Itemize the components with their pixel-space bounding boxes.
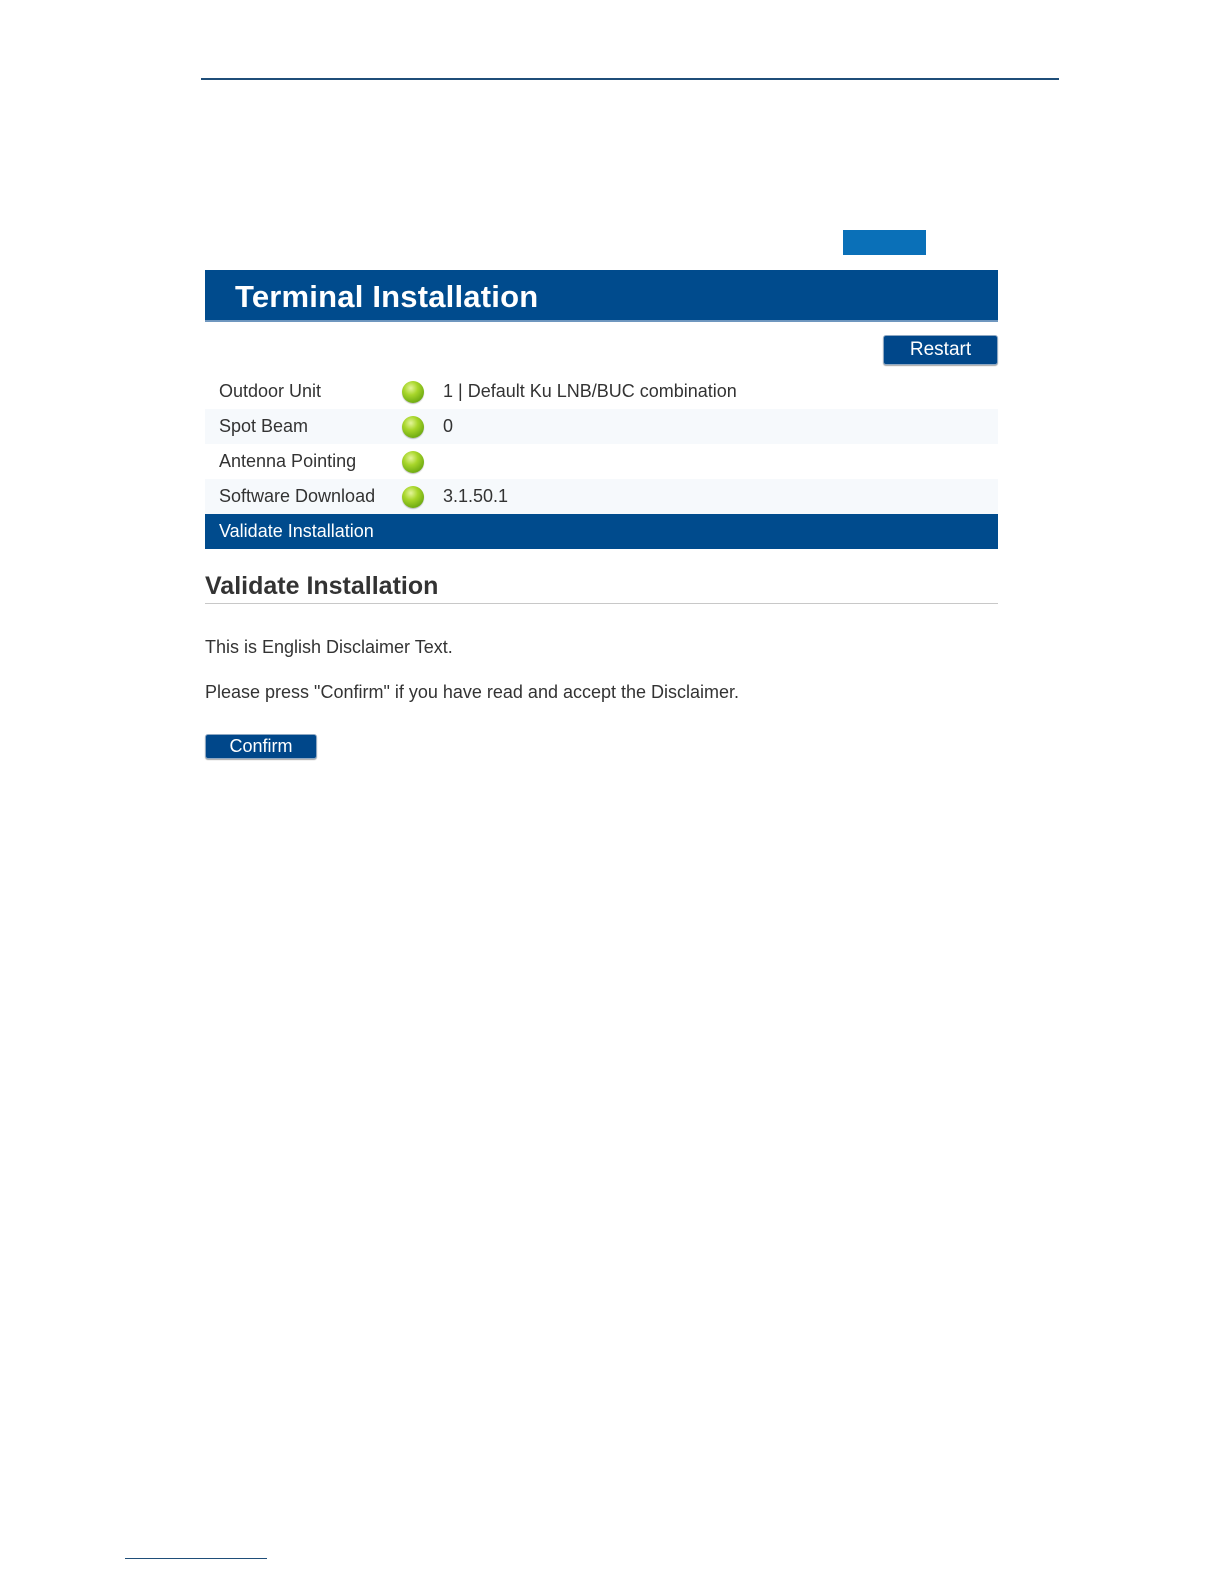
step-label: Spot Beam [219, 416, 309, 436]
step-antenna-pointing [205, 444, 998, 479]
title-banner [205, 270, 998, 322]
step-value: 3.1.50.1 [443, 486, 509, 506]
step-value: 1 | Default Ku LNB/BUC combination [443, 381, 737, 401]
step-software-download [205, 479, 998, 514]
instruction-text: Please press "Confirm" if you have read and accept the Disclaimer. [205, 682, 740, 702]
section-title: Validate Installation [205, 572, 998, 604]
green-status-icon [402, 416, 424, 438]
step-label: Outdoor Unit [219, 381, 322, 401]
green-status-icon [402, 486, 424, 508]
step-spot-beam [205, 409, 998, 444]
confirm-button[interactable]: Confirm [205, 734, 317, 759]
step-label: Software Download [219, 486, 376, 506]
installation-steps [205, 374, 998, 549]
step-label: Antenna Pointing [219, 451, 357, 471]
disclaimer-text: This is English Disclaimer Text. [205, 637, 453, 657]
step-validate-installation[interactable] [205, 514, 998, 549]
step-value: 0 [443, 416, 454, 436]
step-outdoor-unit [205, 374, 998, 409]
green-status-icon [402, 381, 424, 403]
green-status-icon [402, 451, 424, 473]
page-bottom-rule [125, 1558, 267, 1559]
page-top-rule [201, 78, 1059, 80]
restart-button[interactable]: Restart [883, 335, 998, 365]
page-title: Terminal Installation [235, 279, 539, 314]
step-label: Validate Installation [219, 521, 374, 541]
accent-tab[interactable] [843, 230, 926, 255]
